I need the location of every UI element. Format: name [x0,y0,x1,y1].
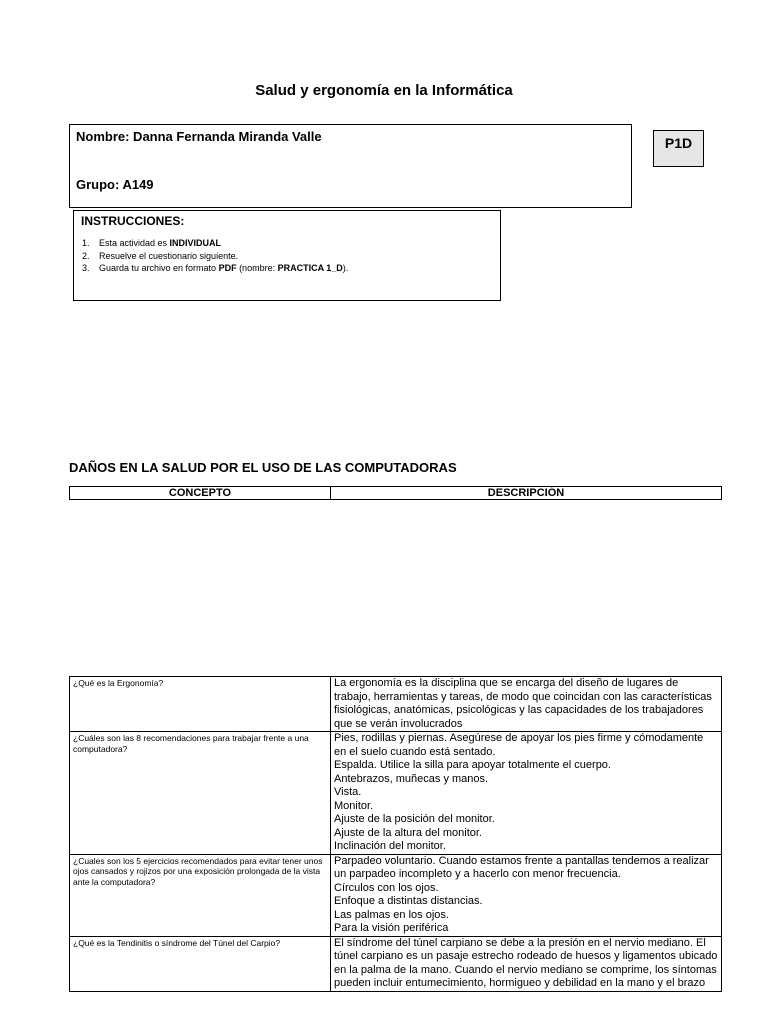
table-header [69,486,722,500]
table-row [70,936,722,991]
student-name: Nombre: Danna Fernanda Miranda Valle [76,129,322,144]
answer-line: Inclinación del monitor. [334,840,446,852]
table-row [70,854,722,936]
answer-line: Enfoque a distintas distancias. [334,895,483,907]
section-title: DAÑOS EN LA SALUD POR EL USO DE LAS COMPUTADORAS [69,460,457,475]
instructions-heading: INSTRUCCIONES: [81,214,185,228]
question-cell: ¿Cuáles son las 8 recomendaciones para trabajar frente a una computadora? [70,732,331,855]
answer-line: Monitor. [334,799,374,812]
answer-line: El síndrome del túnel carpiano se debe a la presión en el nervio mediano. El túnel carpiano es un pasaje estrecho rodeado de huesos y ligamentos ubicado en la palma de la mano. Cuando el nervio mediano se comprime, los síntomas pueden incluir entumecimiento, hormigueo y debilidad en la mano y el brazo [334,936,718,989]
instruction-item [74,262,348,275]
answer-line: Ajuste de la altura del monitor. [334,826,482,839]
instruction-item [74,250,348,263]
item-bold-text: PRACTICA 1_D [277,263,343,273]
question-cell: ¿Cuales son los 5 ejercicios recomendados para evitar tener unos ojos cansados y rojizos por una exposición prolongada de la vista ante la computadora? [70,854,331,936]
practice-code-badge: P1D [653,130,704,167]
answer-line: Parpadeo voluntario. Cuando estamos frente a pantallas tendemos a realizar un parpadeo incompleto y a hacerlo con menor frecuencia. [334,854,709,880]
answer-cell [331,677,722,732]
answer-line: Espalda. Utilice la silla para apoyar totalmente el cuerpo. [334,759,611,771]
question-cell: ¿Qué es la Ergonomía? [70,677,331,732]
answer-cell [331,936,722,991]
document-title: Salud y ergonomía en la Informática [255,82,513,99]
answer-line: Las palmas en los ojos. [334,908,449,921]
answer-line: Pies, rodillas y piernas. Asegúrese de apoyar los pies firme y cómodamente en el suelo cuando está sentado. [334,732,704,758]
answer-line: La ergonomía es la disciplina que se encarga del diseño de lugares de trabajo, herramientas y tareas, de modo que coincidan con las características fisiológicas, anatómicas, psicológicas y las capacidades de los trabajadores que se verán involucrados [334,677,712,730]
item-text: Esta actividad es [99,238,170,248]
item-number: 3. [82,263,90,273]
item-text: (nombre: [236,263,278,273]
answer-cell [331,854,722,936]
qa-table [69,676,722,992]
item-bold-text: INDIVIDUAL [169,238,222,248]
student-group: Grupo: A149 [76,177,154,192]
answer-line: Para la visión periférica [334,922,449,934]
item-bold-text: PDF [218,263,237,273]
column-header-concept: CONCEPTO [70,487,331,499]
table-row [70,732,722,855]
instruction-item [74,237,348,250]
table-row [70,677,722,732]
answer-line: Ajuste de la posición del monitor. [334,813,495,825]
answer-cell [331,732,722,855]
instructions-box [73,210,501,301]
column-header-description: DESCRIPCIÓN [487,487,565,499]
answer-line: Vista. [334,786,362,798]
answer-line: Antebrazos, muñecas y manos. [334,772,489,785]
item-text: ). [342,263,349,273]
item-number: 2. [82,250,90,261]
answer-line: Círculos con los ojos. [334,881,439,894]
student-info-box [69,124,632,208]
item-text: Resuelve el cuestionario siguiente. [99,250,239,261]
question-cell: ¿Qué es la Tendinitis o síndrome del Túnel del Carpio? [70,936,331,991]
item-text: Guarda tu archivo en formato [99,263,219,273]
item-number: 1. [82,238,90,248]
instructions-list [74,237,348,275]
